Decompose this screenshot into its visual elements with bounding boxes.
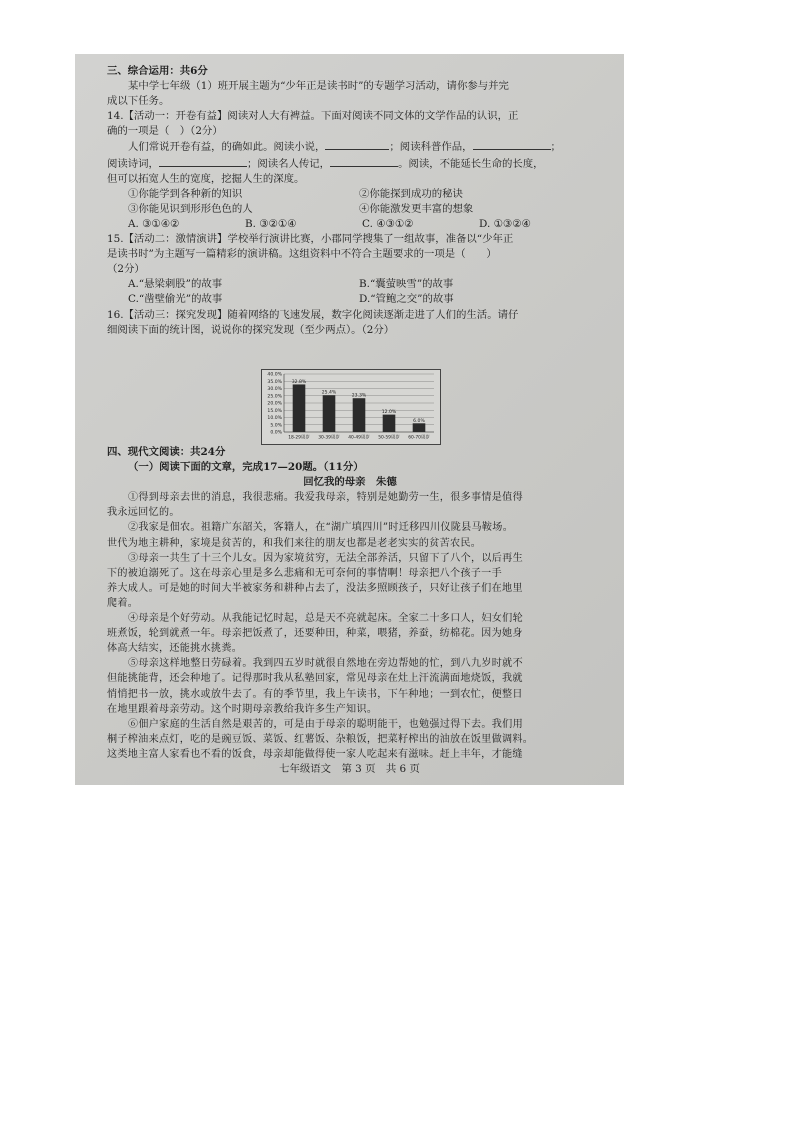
q14-blank-1 — [325, 139, 389, 150]
chart-category-label: 60-70周岁 — [408, 435, 430, 441]
q14-items — [107, 187, 593, 217]
q14-passage-line3: 但可以拓宽人生的宽度，挖掘人生的深度。 — [107, 172, 305, 185]
article-line: ②我家是佃农。祖籍广东韶关，客籍人，在“湖广填四川”时迁移四川仪陇县马鞍场。 — [128, 522, 514, 534]
article-line: 在地里跟着母亲劳动。这个时期母亲教给我许多生产知识。 — [107, 703, 378, 715]
q14-option-b: B. ③②①④ — [245, 217, 297, 230]
q14-option-a: A. ③①④② — [128, 217, 180, 230]
chart-value-label: 6.0% — [413, 418, 425, 424]
q14-stem-line2: 确的一项是（ ）（2分） — [107, 125, 223, 138]
q14-item: ①你能学到各种新的知识 — [128, 187, 243, 200]
chart-bar — [413, 423, 426, 432]
article-line: 我永远回忆的。 — [107, 507, 180, 519]
q14-item: ④你能激发更丰富的想象 — [359, 202, 474, 215]
q15-option-c: C.“凿壁偷光”的故事 — [128, 293, 223, 306]
article-line: ④母亲是个好劳动。从我能记忆时起，总是天不亮就起床。全家二十多口人，妇女们轮 — [128, 613, 523, 625]
q15-stem-line3: （2分） — [107, 263, 145, 276]
q14-passage-line2 — [107, 156, 593, 172]
chart-value-label: 23.3% — [351, 393, 367, 399]
chart-ytick-label: 20.0% — [267, 401, 282, 407]
article-line: 下的被迫溺死了。这在母亲心里是多么悲痛和无可奈何的事情啊！母亲把八个孩子一手 — [107, 567, 502, 579]
q14-passage-text: ；阅读名人传记， — [246, 157, 331, 170]
article-line: 世代为地主耕种，家境是贫苦的，和我们来往的朋友也都是老老实实的贫苦农民。 — [107, 537, 482, 549]
article-line: 这类地主富人家看也不看的饭食，母亲却能做得使一家人吃起来有滋味。赶上丰年，才能缝 — [107, 748, 523, 760]
chart-ytick-label: 15.0% — [267, 408, 282, 414]
chart-category-label: 40-49周岁 — [348, 435, 370, 441]
chart-ytick-label: 40.0% — [267, 372, 282, 378]
q14-passage-text: 阅读诗词， — [107, 157, 159, 170]
article-line: 体高大结实，还能挑水挑粪。 — [107, 643, 243, 655]
q14-passage-text: 人们常说开卷有益，的确如此。阅读小说， — [128, 141, 326, 154]
article-title: 回忆我的母亲 朱德 — [303, 476, 397, 489]
q15-option-b: B.“囊萤映雪”的故事 — [359, 278, 454, 291]
q16-stem-line2: 细阅读下面的统计图，说说你的探究发现（至少两点）。（2分） — [107, 323, 395, 336]
q14-option-d: D. ①③②④ — [479, 217, 531, 230]
adjacent-page-edge — [595, 54, 624, 785]
chart-bar — [293, 384, 306, 432]
bar-chart-svg — [262, 370, 440, 444]
q14-item: ③你能见识到形形色色的人 — [128, 202, 253, 215]
chart-ytick-label: 10.0% — [267, 416, 282, 422]
chart-value-label: 32.8% — [291, 379, 307, 385]
q14-passage-text: ； — [550, 141, 561, 154]
chart-category-label: 50-59周岁 — [378, 435, 400, 441]
section4-heading: 四、现代文阅读：共24分 — [107, 446, 226, 458]
chart-bar — [383, 415, 396, 432]
q14-blank-2 — [473, 139, 551, 150]
section4 — [107, 445, 593, 762]
chart-ytick-label: 25.0% — [267, 394, 282, 400]
q14-item: ②你能探到成功的秘诀 — [359, 187, 463, 200]
article-line: ⑥佃户家庭的生活自然是艰苦的，可是由于母亲的聪明能干，也勉强过得下去。我们用 — [128, 718, 523, 730]
q14-blank-4 — [330, 156, 398, 167]
article-line: 班煮饭，轮到就煮一年。母亲把饭煮了，还要种田，种菜，喂猪，养蚕，纺棉花。因为她身 — [107, 628, 523, 640]
page-footer: 七年级语文 第 3 页 共 6 页 — [279, 763, 420, 775]
chart-bar — [353, 398, 366, 432]
q16-stem-line1: 16.【活动三：探究发现】随着网络的飞速发展，数字化阅读逐渐走进了人们的生活。请仔 — [107, 308, 519, 321]
q14-passage-text: ；阅读科普作品， — [389, 141, 473, 154]
exam-sheet — [107, 64, 593, 338]
chart-category-label: 30-39周岁 — [318, 435, 340, 441]
q14-stem-line1: 14.【活动一：开卷有益】阅读对人大有裨益。下面对阅读不同文体的文学作品的认识，正 — [107, 110, 519, 123]
article-line: 桐子榨油来点灯，吃的是豌豆饭、菜饭、红薯饭、杂粮饭，把菜籽榨出的油放在饭里做调料。 — [107, 733, 534, 745]
q15-stem-line1: 15.【活动二：激情演讲】学校举行演讲比赛，小郡同学搜集了一组故事，准备以“少年正 — [107, 233, 514, 246]
q15-option-d: D.“管鲍之交”的故事 — [359, 293, 454, 306]
q15-stem-line2: 是读书时”为主题写一篇精彩的演讲稿。这组资料中不符合主题要求的一项是（ ） — [107, 248, 497, 261]
q14-option-c: C. ④③①② — [362, 217, 414, 230]
q15-option-a: A.“悬梁刺股”的故事 — [128, 278, 223, 291]
chart-category-label: 18-29周岁 — [288, 435, 310, 441]
section3-intro-line1: 某中学七年级（1）班开展主题为“少年正是读书时”的专题学习活动，请你参与并完 — [128, 80, 509, 93]
article-line: ③母亲一共生了十三个儿女。因为家境贫穷，无法全部养活，只留下了八个，以后再生 — [128, 552, 523, 564]
article-line: 悄悄把书一放，挑水或放牛去了。有的季节里，我上午读书，下午种地；一到农忙，便整日 — [107, 688, 523, 700]
q14-passage-text: 。阅读，不能延长生命的长度， — [398, 157, 544, 170]
chart-ytick-label: 0.0% — [270, 430, 282, 436]
section4-subheading: （一）阅读下面的文章，完成17—20题。（11分） — [128, 461, 364, 474]
section3-heading: 三、综合运用：共6分 — [107, 65, 208, 77]
q15-options — [107, 277, 593, 307]
article-line: ①得到母亲去世的消息，我很悲痛。我爱我母亲，特别是她勤劳一生，很多事情是值得 — [128, 492, 523, 504]
article-line: 养大成人。可是她的时间大半被家务和耕种占去了，没法多照顾孩子，只好让孩子们在地里 — [107, 582, 523, 594]
section3-intro-line2: 成以下任务。 — [107, 95, 170, 108]
chart-ytick-label: 30.0% — [267, 387, 282, 393]
chart-value-label: 12.0% — [381, 410, 397, 416]
scanned-page-photo — [75, 54, 624, 785]
chart-ytick-label: 5.0% — [270, 423, 282, 429]
reading-statistics-chart — [261, 369, 441, 445]
article-line: ⑤母亲这样地整日劳碌着。我到四五岁时就很自然地在旁边帮她的忙，到八九岁时就不 — [128, 658, 523, 670]
chart-value-label: 25.4% — [321, 390, 337, 396]
q14-blank-3 — [159, 156, 247, 167]
q14-options — [107, 217, 593, 232]
article-line: 爬着。 — [107, 597, 139, 609]
article-body — [107, 490, 593, 762]
article-line: 但能挑能背，还会种地了。记得那时我从私塾回家，常见母亲在灶上汗流满面地烧饭，我就 — [107, 673, 523, 685]
q14-passage-line1 — [107, 139, 593, 155]
chart-ytick-label: 35.0% — [267, 379, 282, 385]
chart-bar — [323, 395, 336, 432]
